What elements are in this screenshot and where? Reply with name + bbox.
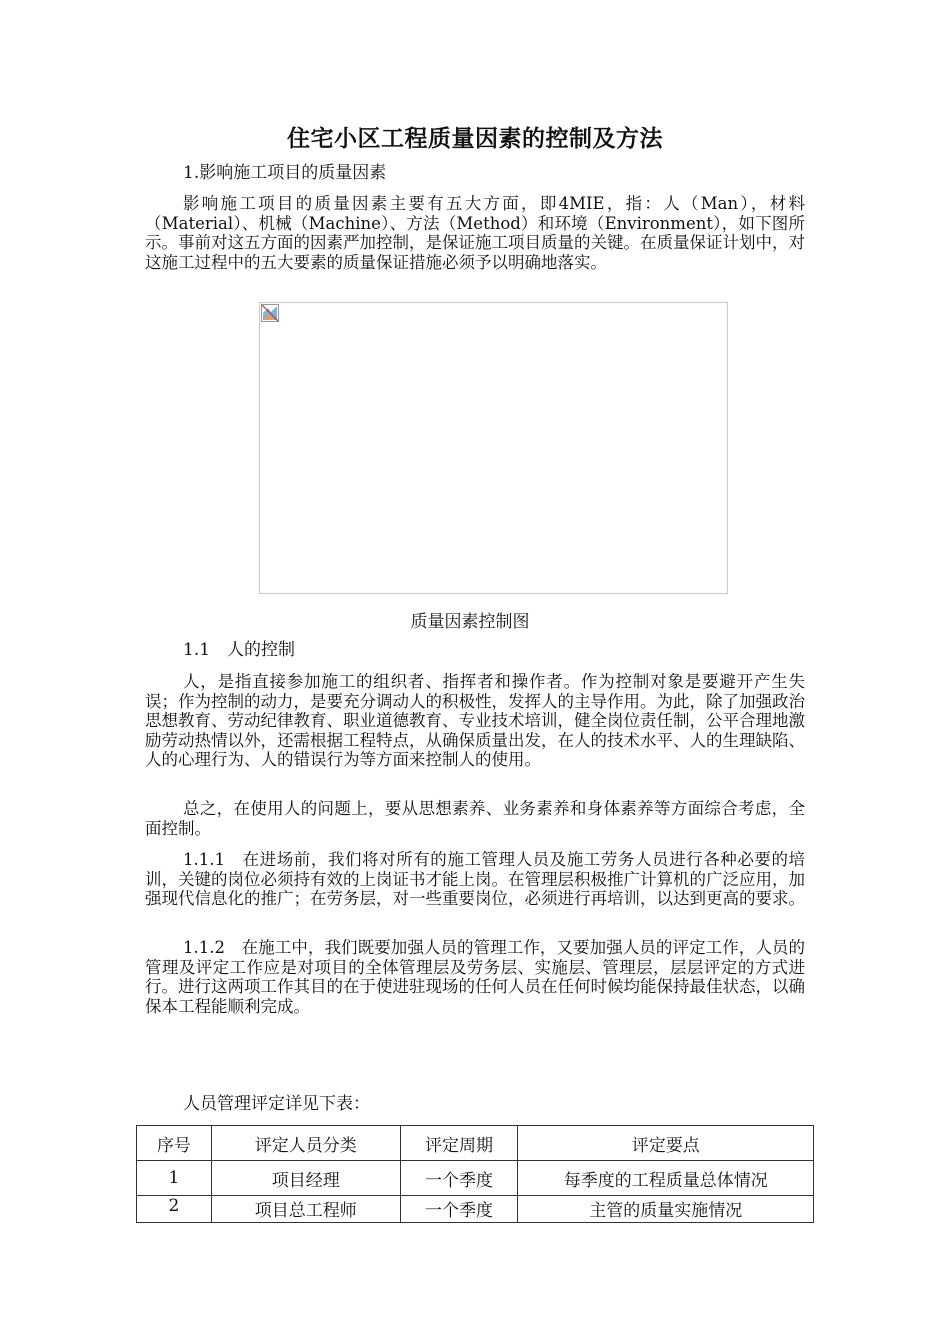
table-cell: 2 bbox=[137, 1196, 212, 1223]
section-1-1-1-paragraph: 1.1.1 在进场前，我们将对所有的施工管理人员及施工劳务人员进行各种必要的培训，关键的岗位必须持有效的上岗证书才能上岗。在管理层积极推广计算机的广泛应用，加强现代信息化的推广；在劳务层，对一些重要岗位，必须进行再培训，以达到更高的要求。 bbox=[145, 850, 805, 908]
section-heading-1: 1.影响施工项目的质量因素 bbox=[183, 163, 387, 183]
table-header-row bbox=[137, 1126, 814, 1161]
header-cell: 评定人员分类 bbox=[211, 1126, 400, 1161]
section-1-1-paragraph-1: 人，是指直接参加施工的组织者、指挥者和操作者。作为控制对象是要避开产生失误；作为控制的动力，是要充分调动人的积极性，发挥人的主导作用。为此，除了加强政治思想教育、劳动纪律教育、职业道德教育、专业技术培训，健全岗位责任制，公平合理地激励劳动热情以外，还需根据工程特点，从确保质量出发，在人的技术水平、人的生理缺陷、人的心理行为、人的错误行为等方面来控制人的使用。 bbox=[145, 672, 805, 769]
figure-caption: 质量因素控制图 bbox=[410, 612, 530, 632]
section-1-1-paragraph-2: 总之，在使用人的问题上，要从思想素养、业务素养和身体素养等方面综合考虑，全面控制。 bbox=[145, 799, 805, 838]
section-1-1-2-paragraph: 1.1.2 在施工中，我们既要加强人员的管理工作，又要加强人员的评定工作，人员的管理及评定工作应是对项目的全体管理层及劳务层、实施层、管理层，层层评定的方式进行。进行这两项工作其目的在于使进驻现场的任何人员在任何时候均能保持最佳状态，以确保本工程能顺利完成。 bbox=[145, 938, 805, 1016]
table-row bbox=[137, 1196, 814, 1223]
broken-image-icon bbox=[261, 304, 279, 322]
header-cell: 序号 bbox=[137, 1126, 212, 1161]
table-cell: 每季度的工程质量总体情况 bbox=[518, 1161, 814, 1196]
quality-factor-figure bbox=[259, 302, 728, 594]
table-cell: 项目总工程师 bbox=[211, 1196, 400, 1223]
table-cell: 主管的质量实施情况 bbox=[518, 1196, 814, 1223]
table-cell: 一个季度 bbox=[400, 1161, 518, 1196]
document-title: 住宅小区工程质量因素的控制及方法 bbox=[287, 126, 663, 152]
header-cell: 评定要点 bbox=[518, 1126, 814, 1161]
evaluation-table bbox=[136, 1125, 814, 1223]
section-heading-1-1: 1.1 人的控制 bbox=[183, 640, 296, 660]
table-cell: 项目经理 bbox=[211, 1161, 400, 1196]
table-intro: 人员管理评定详见下表： bbox=[183, 1094, 370, 1114]
table-cell: 一个季度 bbox=[400, 1196, 518, 1223]
header-cell: 评定周期 bbox=[400, 1126, 518, 1161]
table-cell: 1 bbox=[137, 1161, 212, 1196]
section-1-paragraph: 影响施工项目的质量因素主要有五大方面，即4MIE，指：人（Man），材料（Material）、机械（Machine）、方法（Method）和环境（Environment），如下图所示。事前对这五方面的因素严加控制，是保证施工项目质量的关键。在质量保证计划中，对这施工过程中的五大要素的质量保证措施必须予以明确地落实。 bbox=[145, 194, 805, 272]
table-row bbox=[137, 1161, 814, 1196]
